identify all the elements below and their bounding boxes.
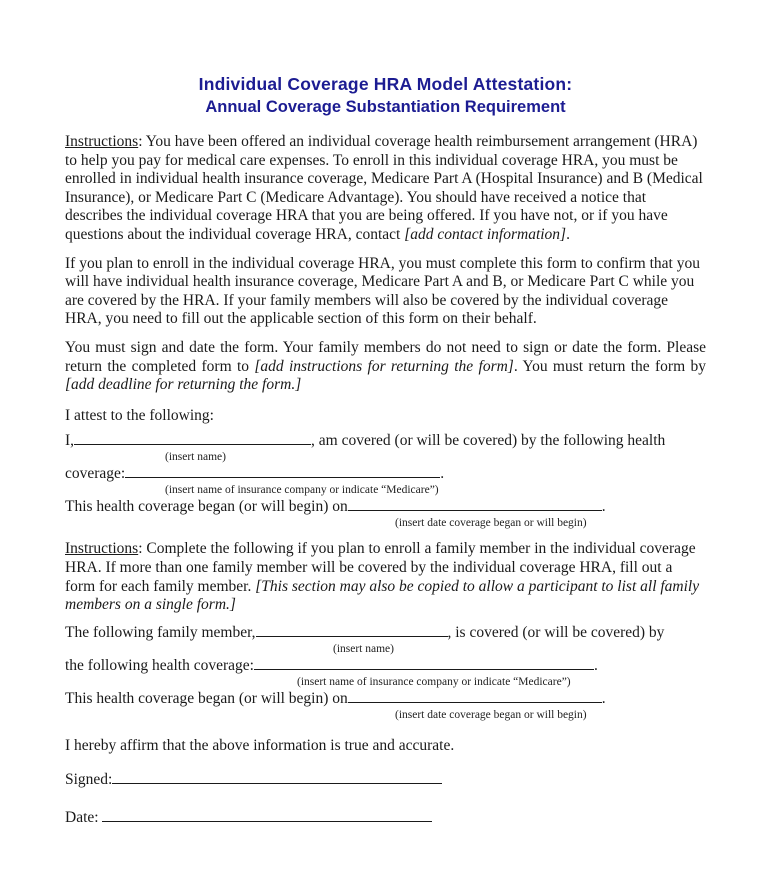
intro-instructions-text: : You have been offered an individual coverage health reimbursement arrangement (HRA) to help you pay for medical care expenses. To enroll in this individual coverage HRA, you must be enrolled in individual health insurance coverage, Medicare Part A (Hospital Insurance) and B (Medical Insurance), or Medicare Part C (Medicare Advantage). You should have received a notice that describes the individual coverage HRA that you are being offered. If you have not, or if you have questions about the individual coverage HRA, contact [65, 133, 703, 243]
signed-row [65, 770, 706, 789]
attest-coverage-row [65, 464, 706, 483]
family-name-prefix: The following family member, [65, 623, 256, 641]
attest-coverage-field[interactable] [125, 464, 440, 478]
attest-name-field[interactable] [74, 431, 311, 445]
page-title [65, 73, 706, 117]
page-title-line-2: Annual Coverage Substantiation Requirement [205, 98, 566, 116]
family-copy-note-placeholder: [This section may also be copied to allow a participant to list all family members on a single form.] [65, 577, 700, 614]
date-field[interactable] [102, 808, 432, 822]
family-date-suffix: . [601, 689, 606, 707]
family-instructions-text: : Complete the following if you plan to enroll a family member in the individual coverage HRA. If more than one family member will be covered by the individual coverage HRA, fill out a form for each family member. [65, 540, 696, 595]
attest-date-field[interactable] [348, 497, 602, 511]
family-name-row [65, 623, 706, 642]
family-coverage-prefix: the following health coverage: [65, 656, 254, 674]
return-instructions-placeholder: [add instructions for returning the form] [254, 357, 514, 375]
signed-label: Signed: [65, 771, 113, 789]
family-instructions-paragraph [65, 540, 706, 614]
attest-name-suffix: , am covered (or will be covered) by the following health [311, 432, 666, 450]
intro-instructions-paragraph [65, 133, 706, 245]
attest-date-prefix: This health coverage began (or will begin) on [65, 498, 348, 516]
sign-return-text-2: . You must return the form by [513, 357, 706, 375]
enroll-confirmation-paragraph: If you plan to enroll in the individual coverage HRA, you must complete this form to confirm that you will have individual health insurance coverage, Medicare Part A and B, or Medicare Part C while you are covered by the HRA. If your family members will also be covered by the individual coverage HRA, you need to fill out the applicable section of this form on their behalf. [65, 254, 700, 328]
instructions-label: Instructions [65, 133, 139, 150]
attest-name-row [65, 431, 706, 450]
family-coverage-helper: (insert name of insurance company or indicate “Medicare”) [297, 675, 571, 688]
return-deadline-placeholder: [add deadline for returning the form.] [65, 376, 302, 394]
intro-contact-placeholder: [add contact information] [404, 225, 567, 243]
family-coverage-row [65, 656, 706, 675]
family-date-prefix: This health coverage began (or will begin) on [65, 689, 348, 707]
sign-and-return-paragraph [65, 339, 706, 395]
date-label: Date: [65, 809, 103, 827]
family-date-field[interactable] [348, 689, 602, 703]
attest-coverage-prefix: coverage: [65, 465, 126, 483]
family-coverage-suffix: . [593, 656, 598, 674]
family-date-helper: (insert date coverage began or will begin) [395, 708, 587, 721]
family-coverage-field[interactable] [254, 656, 594, 670]
attest-heading: I attest to the following: [65, 406, 214, 424]
attest-name-helper: (insert name) [165, 451, 226, 464]
signature-field[interactable] [112, 770, 442, 784]
intro-end-punctuation: . [566, 225, 570, 243]
attest-date-helper: (insert date coverage began or will begin) [395, 517, 587, 530]
attest-date-suffix: . [601, 498, 606, 516]
family-name-suffix: , is covered (or will be covered) by [447, 623, 665, 641]
attest-coverage-helper: (insert name of insurance company or indicate “Medicare”) [165, 484, 439, 497]
date-row [65, 808, 706, 827]
attest-coverage-suffix: . [440, 465, 445, 483]
family-name-field[interactable] [256, 623, 448, 637]
page-title-line-1: Individual Coverage HRA Model Attestation: [198, 74, 573, 94]
family-instructions-label: Instructions [65, 540, 139, 558]
family-name-helper: (insert name) [333, 642, 394, 655]
attest-date-row [65, 497, 706, 516]
family-date-row [65, 689, 706, 708]
sign-return-text-1: You must sign and date the form. Your family members do not need to sign or date the form. Please return the completed form to [65, 338, 706, 375]
attest-name-prefix: I, [65, 432, 75, 450]
affirmation-statement: I hereby affirm that the above information is true and accurate. [65, 736, 455, 754]
